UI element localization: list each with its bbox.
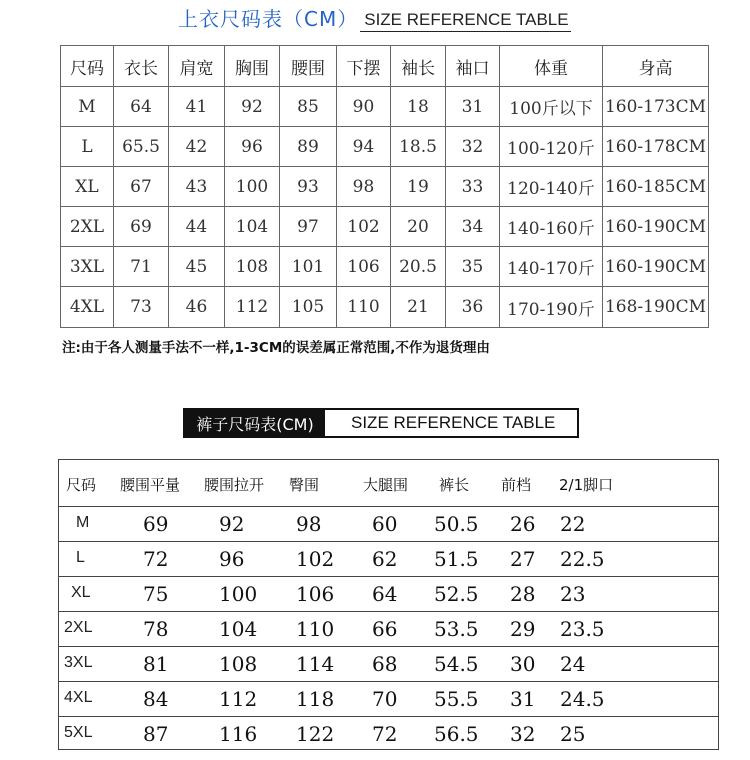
table-cell: 20.5 (391, 247, 446, 287)
pants-header-cell: 前档 (501, 476, 532, 494)
table-cell: 98 (296, 512, 322, 536)
pants-header-cell: 臀围 (289, 476, 320, 494)
table-cell: XL (61, 167, 114, 207)
table-cell: 44 (169, 207, 225, 247)
table-cell: 3XL (64, 654, 93, 671)
table-row (59, 506, 718, 542)
table-cell: 85 (280, 87, 337, 127)
table-cell: 140-170斤 (500, 247, 603, 287)
table-cell: 55.5 (434, 687, 479, 711)
table-cell: 160-190CM (603, 207, 709, 247)
table-cell: 64 (372, 582, 398, 606)
table-row (59, 541, 718, 577)
table-cell: M (76, 514, 90, 531)
table-cell: 42 (169, 127, 225, 167)
table-cell: 160-185CM (603, 167, 709, 207)
table-cell: XL (71, 584, 91, 601)
tops-header-cell: 袖口 (446, 46, 500, 87)
pants-header-cell: 尺码 (66, 476, 97, 494)
table-cell: 75 (143, 582, 169, 606)
table-cell: 34 (446, 207, 500, 247)
table-cell: 41 (169, 87, 225, 127)
pants-header-cell: 裤长 (439, 476, 470, 494)
table-cell: 106 (337, 247, 391, 287)
table-cell: 100 (225, 167, 280, 207)
table-cell: M (61, 87, 114, 127)
table-cell: 97 (280, 207, 337, 247)
table-cell: 71 (114, 247, 169, 287)
pants-title-en: SIZE REFERENCE TABLE (351, 413, 556, 432)
table-cell: 108 (219, 652, 258, 676)
table-cell: 3XL (61, 247, 114, 287)
table-cell: 110 (337, 287, 391, 328)
table-cell: 67 (114, 167, 169, 207)
tops-header-cell: 下摆 (337, 46, 391, 87)
table-cell: 26 (510, 512, 536, 536)
table-cell: 22.5 (560, 547, 605, 571)
table-cell: 46 (169, 287, 225, 328)
table-cell: 160-178CM (603, 127, 709, 167)
table-cell: 112 (219, 687, 258, 711)
table-cell: 70 (372, 687, 398, 711)
table-cell: 25 (560, 722, 586, 746)
tops-title-cn: 上衣尺码表（CM） (178, 7, 359, 31)
table-cell: 20 (391, 207, 446, 247)
table-cell: 72 (372, 722, 398, 746)
pants-title (183, 408, 579, 438)
table-cell: 110 (296, 617, 335, 641)
table-cell: 87 (143, 722, 169, 746)
table-row (61, 287, 709, 328)
table-cell: 73 (114, 287, 169, 328)
table-cell: 4XL (64, 689, 93, 706)
table-cell: 32 (510, 722, 536, 746)
table-cell: 27 (510, 547, 536, 571)
table-cell: 89 (280, 127, 337, 167)
table-cell: 23 (560, 582, 586, 606)
tops-header-cell: 袖长 (391, 46, 446, 87)
table-cell: 33 (446, 167, 500, 207)
table-cell: 118 (296, 687, 335, 711)
table-cell: 52.5 (434, 582, 479, 606)
table-cell: 43 (169, 167, 225, 207)
table-cell: 104 (219, 617, 258, 641)
table-cell: 72 (143, 547, 169, 571)
table-row (59, 646, 718, 682)
tops-header-cell: 身高 (603, 46, 709, 87)
table-cell: 23.5 (560, 617, 605, 641)
table-cell: 51.5 (434, 547, 479, 571)
pants-header-cell: 腰围平量 (120, 476, 181, 494)
table-cell: 168-190CM (603, 287, 709, 328)
table-cell: 92 (225, 87, 280, 127)
tops-header-cell: 尺码 (61, 46, 114, 87)
table-cell: 102 (296, 547, 335, 571)
table-cell: 62 (372, 547, 398, 571)
table-cell: 2XL (61, 207, 114, 247)
table-cell: 69 (143, 512, 169, 536)
table-cell: 19 (391, 167, 446, 207)
pants-header-cell: 2/1脚口 (559, 476, 614, 494)
tops-header-cell: 衣长 (114, 46, 169, 87)
table-row (59, 611, 718, 647)
table-cell: 4XL (61, 287, 114, 328)
table-cell: 18.5 (391, 127, 446, 167)
table-cell: 114 (296, 652, 335, 676)
pants-size-table (58, 459, 719, 750)
tops-header-cell: 体重 (500, 46, 603, 87)
table-cell: 2XL (64, 619, 93, 636)
table-cell: 116 (219, 722, 258, 746)
table-row (59, 576, 718, 612)
table-cell: 120-140斤 (500, 167, 603, 207)
table-cell: 35 (446, 247, 500, 287)
table-cell: 100-120斤 (500, 127, 603, 167)
tops-title (178, 2, 571, 32)
tops-header-cell: 腰围 (280, 46, 337, 87)
pants-title-cn: 裤子尺码表(CM) (185, 410, 325, 436)
table-row (59, 716, 718, 751)
table-cell: 102 (337, 207, 391, 247)
tops-header-cell: 肩宽 (169, 46, 225, 87)
table-cell: 66 (372, 617, 398, 641)
table-row (61, 247, 709, 287)
table-cell: 104 (225, 207, 280, 247)
table-cell: 24.5 (560, 687, 605, 711)
pants-header-cell: 大腿围 (363, 476, 409, 494)
table-cell: L (76, 549, 85, 566)
table-cell: 106 (296, 582, 335, 606)
pants-header-cell: 腰围拉开 (204, 476, 265, 494)
table-row (59, 681, 718, 717)
table-cell: 105 (280, 287, 337, 328)
table-cell: 29 (510, 617, 536, 641)
table-cell: 53.5 (434, 617, 479, 641)
table-cell: 50.5 (434, 512, 479, 536)
tops-header-cell: 胸围 (225, 46, 280, 87)
table-cell: 5XL (64, 724, 93, 741)
table-cell: 31 (446, 87, 500, 127)
table-cell: 100斤以下 (500, 87, 603, 127)
table-cell: 68 (372, 652, 398, 676)
table-cell: 24 (560, 652, 586, 676)
table-row (61, 167, 709, 207)
table-cell: 64 (114, 87, 169, 127)
table-cell: 96 (219, 547, 245, 571)
table-cell: 101 (280, 247, 337, 287)
table-cell: 28 (510, 582, 536, 606)
table-cell: L (61, 127, 114, 167)
table-cell: 98 (337, 167, 391, 207)
table-cell: 78 (143, 617, 169, 641)
table-cell: 36 (446, 287, 500, 328)
table-cell: 30 (510, 652, 536, 676)
table-cell: 160-190CM (603, 247, 709, 287)
table-cell: 170-190斤 (500, 287, 603, 328)
table-row (61, 127, 709, 167)
table-row (61, 87, 709, 127)
table-cell: 93 (280, 167, 337, 207)
tops-header-row (61, 46, 709, 87)
table-cell: 122 (296, 722, 335, 746)
table-cell: 18 (391, 87, 446, 127)
tops-title-en: SIZE REFERENCE TABLE (360, 10, 570, 32)
table-cell: 54.5 (434, 652, 479, 676)
table-cell: 32 (446, 127, 500, 167)
table-cell: 140-160斤 (500, 207, 603, 247)
table-cell: 90 (337, 87, 391, 127)
table-cell: 22 (560, 512, 586, 536)
table-cell: 56.5 (434, 722, 479, 746)
table-cell: 112 (225, 287, 280, 328)
tops-size-table (60, 45, 709, 328)
table-cell: 92 (219, 512, 245, 536)
table-cell: 100 (219, 582, 258, 606)
table-cell: 84 (143, 687, 169, 711)
measurement-note: 注:由于各人测量手法不一样,1-3CM的误差属正常范围,不作为退货理由 (62, 340, 490, 356)
table-cell: 31 (510, 687, 536, 711)
table-cell: 96 (225, 127, 280, 167)
pants-header-row (59, 460, 718, 507)
table-cell: 160-173CM (603, 87, 709, 127)
table-cell: 60 (372, 512, 398, 536)
table-cell: 108 (225, 247, 280, 287)
table-cell: 21 (391, 287, 446, 328)
table-cell: 94 (337, 127, 391, 167)
table-cell: 81 (143, 652, 169, 676)
table-cell: 45 (169, 247, 225, 287)
table-row (61, 207, 709, 247)
table-cell: 65.5 (114, 127, 169, 167)
table-cell: 69 (114, 207, 169, 247)
